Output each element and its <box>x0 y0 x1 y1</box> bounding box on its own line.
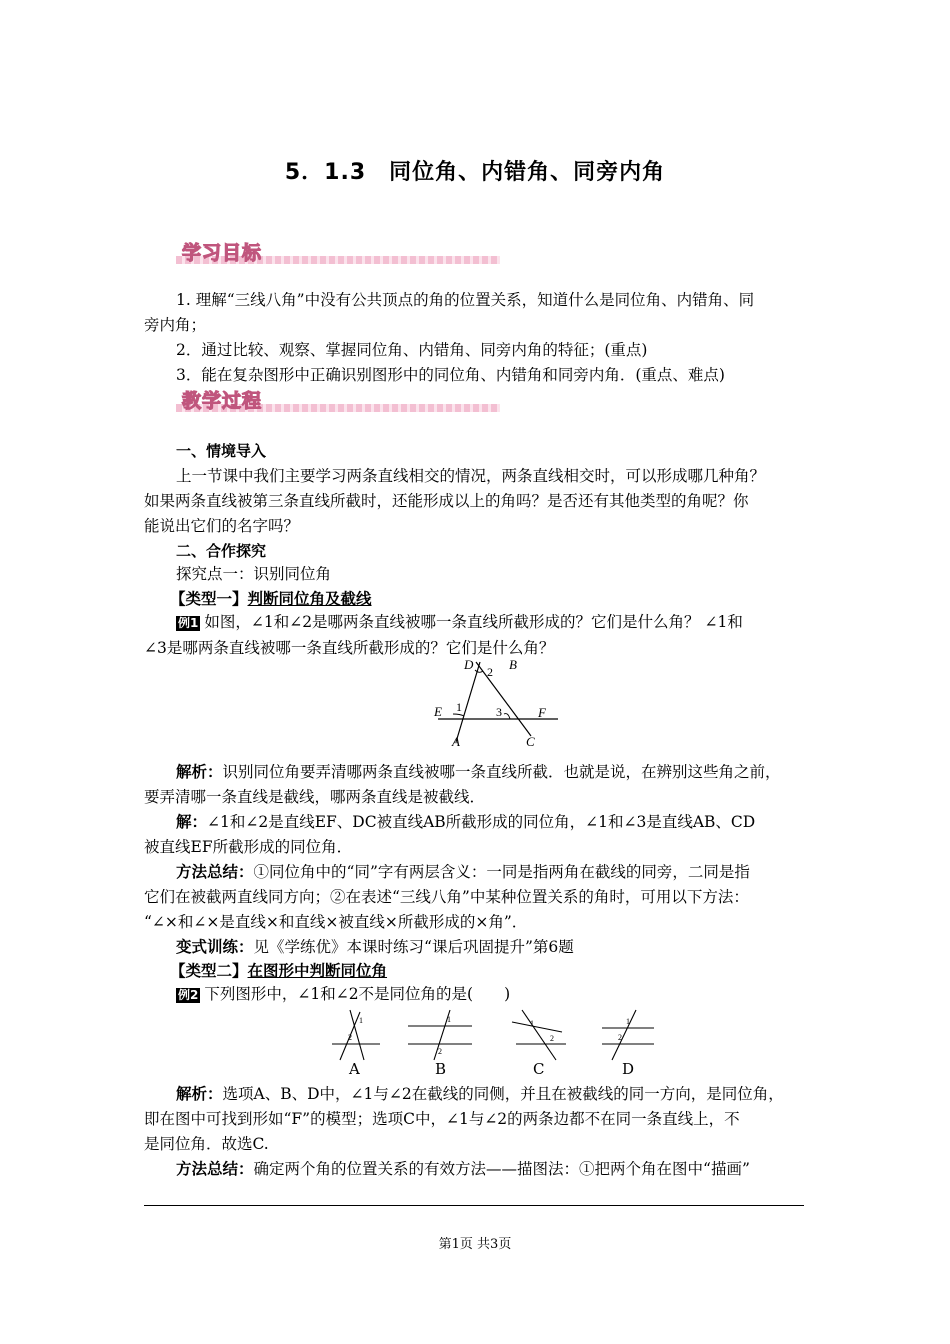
analysis-text: 选项A、B、D中，∠1与∠2在截线的同侧，并且在被截线的同一方向，是同位角， <box>222 1085 784 1103</box>
example-1-analysis-line-2: 要弄清哪一条直线是截线，哪两条直线是被截线． <box>144 788 486 806</box>
option-c-angle-2: 2 <box>550 1034 554 1043</box>
example-1-solution-line-1 <box>144 811 840 833</box>
goals-banner <box>176 238 500 266</box>
option-d-angle-1: 1 <box>626 1017 630 1026</box>
goal-1-line-1: 1. 理解“三线八角”中没有公共顶点的角的位置关系，知道什么是同位角、内错角、同 <box>176 291 755 309</box>
example-1-solution-line-2: 被直线EF所截形成的同位角． <box>144 838 353 856</box>
example-1-question-line-1 <box>176 611 840 633</box>
section-1-paragraph-line-3: 能说出它们的名字吗？ <box>144 517 300 535</box>
option-c-angle-1: 1 <box>530 1019 534 1028</box>
option-a-label: A <box>349 1060 360 1078</box>
solution-label: 解： <box>176 813 208 831</box>
goal-2: 2．通过比较、观察、掌握同位角、内错角、同旁内角的特征；(重点) <box>176 341 648 359</box>
option-a-angle-1: 1 <box>359 1016 363 1025</box>
process-banner-label: 教学过程 <box>182 390 263 412</box>
option-a-figure <box>332 1010 380 1060</box>
type-1-heading <box>170 588 834 610</box>
example-1-question-text: 如图，∠1和∠2是哪两条直线被哪一条直线所截形成的？它们是什么角？ ∠1和 <box>204 613 743 631</box>
exploration-point-1: 探究点一：识别同位角 <box>176 565 332 583</box>
label-f: F <box>538 705 546 720</box>
example-2-tag: 例2 <box>178 988 199 1002</box>
example-2-question-text: 下列图形中，∠1和∠2不是同位角的是( ) <box>204 985 511 1003</box>
option-b-angle-1: 1 <box>447 1015 451 1024</box>
variant-text: 见《学练优》本课时练习“课后巩固提升”第6题 <box>253 938 574 956</box>
example-1-analysis-line-1 <box>144 761 840 783</box>
option-c-figure <box>512 1010 566 1060</box>
analysis-label: 解析： <box>176 763 223 781</box>
footer-divider <box>144 1205 804 1206</box>
example-2-analysis-line-1 <box>144 1083 840 1105</box>
solution-text: ∠1和∠2是直线EF、DC被直线AB所截形成的同位角，∠1和∠3是直线AB、CD <box>207 813 756 831</box>
type-2-heading <box>170 960 834 982</box>
type-1-bracket: 【类型一】 <box>170 590 248 608</box>
type-2-method-line-1 <box>144 1158 840 1180</box>
example-1-question-line-2: ∠3是哪两条直线被哪一条直线所截形成的？它们是什么角？ <box>144 639 555 657</box>
label-b: B <box>509 657 517 672</box>
option-d-figure <box>602 1010 654 1060</box>
method-text: ①同位角中的“同”字有两层含义：一同是指两角在截线的同旁，二同是指 <box>253 863 750 881</box>
method-text: 确定两个角的位置关系的有效方法——描图法：①把两个角在图中“描画” <box>253 1160 750 1178</box>
type-2-bracket: 【类型二】 <box>170 962 248 980</box>
type-1-variant <box>144 936 840 958</box>
section-1-paragraph-line-1: 上一节课中我们主要学习两条直线相交的情况，两条直线相交时，可以形成哪几种角？ <box>176 467 766 485</box>
label-a: A <box>452 734 460 749</box>
option-d-angle-2: 2 <box>618 1033 622 1042</box>
option-b-figure <box>408 1010 472 1060</box>
section-1-paragraph-line-2: 如果两条直线被第三条直线所截时，还能形成以上的角吗？是否还有其他类型的角呢？你 <box>144 492 749 510</box>
example-1-tag: 例1 <box>178 616 199 630</box>
process-banner <box>176 386 500 414</box>
method-label: 方法总结： <box>176 863 254 881</box>
type-2-title: 在图形中判断同位角 <box>247 962 388 980</box>
option-b-angle-2: 2 <box>438 1047 442 1056</box>
angle-3-arc <box>504 714 510 719</box>
page-footer: 第1页 共3页 <box>438 1237 512 1252</box>
option-d-label: D <box>622 1060 635 1078</box>
goal-3: 3．能在复杂图形中正确识别图形中的同位角、内错角和同旁内角．(重点、难点) <box>176 366 725 384</box>
option-a-angle-2: 2 <box>348 1033 352 1042</box>
analysis-label: 解析： <box>176 1085 223 1103</box>
type-1-title: 判断同位角及截线 <box>247 590 372 608</box>
section-2-heading: 二、合作探究 <box>176 542 267 560</box>
type-1-method-line-1 <box>144 861 840 883</box>
variant-label: 变式训练： <box>176 938 254 956</box>
method-label: 方法总结： <box>176 1160 254 1178</box>
type-1-method-line-2: 它们在被截两直线同方向；②在表述“三线八角”中某种位置关系的角时，可用以下方法： <box>144 888 749 906</box>
label-d: D <box>464 657 474 672</box>
label-e: E <box>434 704 442 719</box>
example-2-figures <box>326 1008 660 1063</box>
line-dc <box>476 662 531 736</box>
label-angle-1: 1 <box>456 700 462 714</box>
label-angle-2: 2 <box>487 665 493 679</box>
analysis-text: 识别同位角要弄清哪两条直线被哪一条直线所截．也就是说，在辨别这些角之前， <box>222 763 781 781</box>
example-2-question <box>176 983 840 1005</box>
example-1-figure <box>428 656 568 752</box>
option-c-label: C <box>533 1060 545 1078</box>
example-2-analysis-line-3: 是同位角．故选C. <box>144 1135 269 1153</box>
label-c: C <box>526 734 535 749</box>
page-title: 5．1.3 同位角、内错角、同旁内角 <box>284 160 666 185</box>
section-1-heading: 一、情境导入 <box>176 442 267 460</box>
type-1-method-line-3: “∠×和∠×是直线×和直线×被直线×所截形成的×角”． <box>144 913 528 931</box>
label-angle-3: 3 <box>496 705 502 719</box>
option-b-label: B <box>435 1060 447 1078</box>
angle-1-arc <box>453 714 464 716</box>
goals-banner-label: 学习目标 <box>182 242 263 264</box>
example-2-analysis-line-2: 即在图中可找到形如“F”的模型；选项C中，∠1与∠2的两条边都不在同一条直线上，不 <box>144 1110 740 1128</box>
goal-1-line-2: 旁内角； <box>144 316 207 334</box>
